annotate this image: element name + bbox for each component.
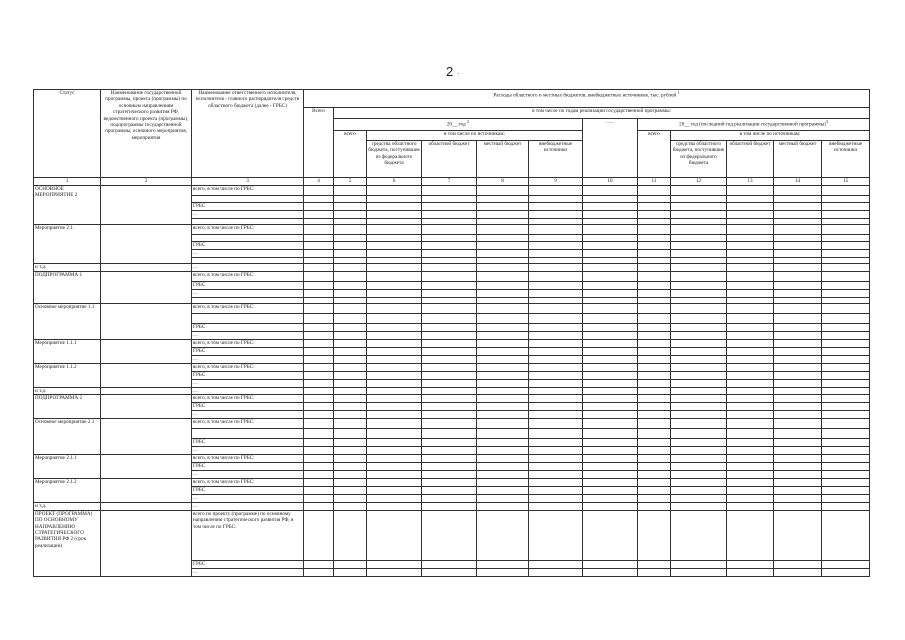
header-expenses: Расходы областного и местных бюджетов, внебюджетных источников, тыс. рублей $^1$ xyxy=(304,90,870,108)
grbs-dots: ... xyxy=(192,250,304,258)
grbs-total-label: всего, в том числе по ГРБС: xyxy=(192,225,304,235)
col-number: 4 xyxy=(304,178,334,186)
grbs-label: ГРБС xyxy=(192,560,304,568)
col-number: 12 xyxy=(671,178,727,186)
header-total: Всего xyxy=(304,108,334,178)
grbs-dots: ... xyxy=(192,495,304,503)
grbs-label: ГРБС xyxy=(192,282,304,290)
header-status: Статус xyxy=(34,90,101,178)
grbs-label: ГРБС xyxy=(192,403,304,411)
row-status: Мероприятие 1.1.2 xyxy=(34,364,101,388)
col-number: 1 xyxy=(34,178,101,186)
grbs-total-label: всего, в том числе по ГРБС: xyxy=(192,395,304,403)
header-by-years: в том числе по годам реализации государственной программы: xyxy=(334,108,870,119)
row-status: и т.д. xyxy=(34,503,101,510)
grbs-total-label: всего, в том числе по ГРБС: xyxy=(192,304,304,314)
header-fed-funds-2: средства областного бюджета, поступившие из федерального бюджета xyxy=(671,141,727,178)
header-regional-1: областной бюджет xyxy=(422,141,477,178)
row-status: Мероприятие 2.1.1 xyxy=(34,455,101,479)
header-regional-2: областной бюджет xyxy=(727,141,774,178)
grbs-label: ГРБС xyxy=(192,203,304,211)
header-incl-sources-1: в том числе по источникам: xyxy=(367,131,583,141)
grbs-dots: ... xyxy=(192,211,304,219)
col-number: 14 xyxy=(774,178,822,186)
grbs-label: ГРБС xyxy=(192,348,304,356)
row-status: и т.д. xyxy=(34,264,101,272)
row-status: ОСНОВНОЕ МЕРОПРИЯТИЕ 2 xyxy=(34,186,101,225)
grbs-dots: ... xyxy=(192,380,304,388)
grbs-total-label: всего, в том числе по ГРБС: xyxy=(192,479,304,487)
grbs-total-label: всего, в том числе по ГРБС: xyxy=(192,186,304,196)
grbs-label: ГРБС xyxy=(192,242,304,250)
grbs-dots: ... xyxy=(192,471,304,479)
grbs-project-total-label: всего по проекту (программе) по основному направлению стратегического развития РФ, в том числе по ГРБС: xyxy=(192,510,304,560)
header-year-last: 20__ год (последний год реализации государственной программы)$^3$ xyxy=(638,119,870,131)
row-status: Мероприятие 2.1.2 xyxy=(34,479,101,503)
grbs-dots: ... xyxy=(192,568,304,576)
header-year-first: 20__ год $^2$ xyxy=(334,119,583,131)
header-incl-sources-2: в том числе по источникам: xyxy=(671,131,870,141)
budget-table xyxy=(33,89,870,577)
header-vsego-1: всего xyxy=(334,131,367,178)
grbs-total-label: всего, в том числе по ГРБС: xyxy=(192,340,304,348)
grbs-dots: ... xyxy=(192,388,304,395)
col-number: 13 xyxy=(727,178,774,186)
row-status: Основное мероприятие 1.1 xyxy=(34,304,101,340)
header-extra-2: внебюджетные источники xyxy=(822,141,870,178)
row-status: ПОДПРОГРАММА 1 xyxy=(34,272,101,304)
grbs-label: ГРБС xyxy=(192,324,304,332)
header-fed-funds-1: средства областного бюджета, поступившие из федерального бюджета xyxy=(367,141,422,178)
header-extra-1: внебюджетные источники xyxy=(529,141,583,178)
grbs-dots: ... xyxy=(192,264,304,272)
grbs-dots: ... xyxy=(192,290,304,298)
row-status: и т.д. xyxy=(34,388,101,395)
col-number: 3 xyxy=(192,178,304,186)
grbs-dots: ... xyxy=(192,356,304,364)
col-number: 6 xyxy=(367,178,422,186)
header-ellipsis: ...... xyxy=(583,119,638,178)
row-status: Мероприятие 2.1. xyxy=(34,225,101,264)
col-number: 15 xyxy=(822,178,870,186)
row-status-project: ПРОЕКТ (ПРОГРАММА) ПО ОСНОВНОМУ НАПРАВЛЕНИЮ СТРАТЕГИЧЕСКОГО РАЗВИТИЯ РФ 2 (срок реализации) xyxy=(34,510,101,576)
grbs-dots: ... xyxy=(192,332,304,340)
row-status: ПОДПРОГРАММА 2 xyxy=(34,395,101,419)
grbs-dots: ... xyxy=(192,503,304,510)
grbs-total-label: всего, в том числе по ГРБС: xyxy=(192,455,304,463)
row-status: Мероприятие 1.1.1 xyxy=(34,340,101,364)
col-number: 11 xyxy=(638,178,671,186)
grbs-total-label: всего, в том числе по ГРБС: xyxy=(192,419,304,429)
col-number: 2 xyxy=(101,178,192,186)
header-local-2: местный бюджет xyxy=(774,141,822,178)
col-number: 7 xyxy=(422,178,477,186)
header-program-name: Наименование государственной программы, проекта (программы) по основным направлениям стратегического развития РФ, ведомственного проекта (программы), подпрограммы государственной программы, основного мероприятия, мероприятия xyxy=(101,90,192,178)
grbs-dots: ... xyxy=(192,447,304,455)
row-status: Основное мероприятие 2.1 xyxy=(34,419,101,455)
grbs-total-label: всего, в том числе по ГРБС: xyxy=(192,364,304,372)
header-vsego-2: всего xyxy=(638,131,671,178)
grbs-label: ГРБС xyxy=(192,463,304,471)
header-responsible: Наименование ответственного исполнителя, исполнителя - главного распорядителя средств областного бюджета (далее - ГРБС) xyxy=(192,90,304,178)
col-number: 10 xyxy=(583,178,638,186)
header-local-1: местный бюджет xyxy=(477,141,529,178)
grbs-total-label: всего, в том числе по ГРБС: xyxy=(192,272,304,282)
grbs-dots: ... xyxy=(192,411,304,419)
grbs-label: ГРБС xyxy=(192,439,304,447)
page-number: 2 · xyxy=(446,64,460,79)
col-number: 9 xyxy=(529,178,583,186)
grbs-label: ГРБС xyxy=(192,372,304,380)
col-number: 8 xyxy=(477,178,529,186)
col-number: 5 xyxy=(334,178,367,186)
grbs-label: ГРБС xyxy=(192,487,304,495)
